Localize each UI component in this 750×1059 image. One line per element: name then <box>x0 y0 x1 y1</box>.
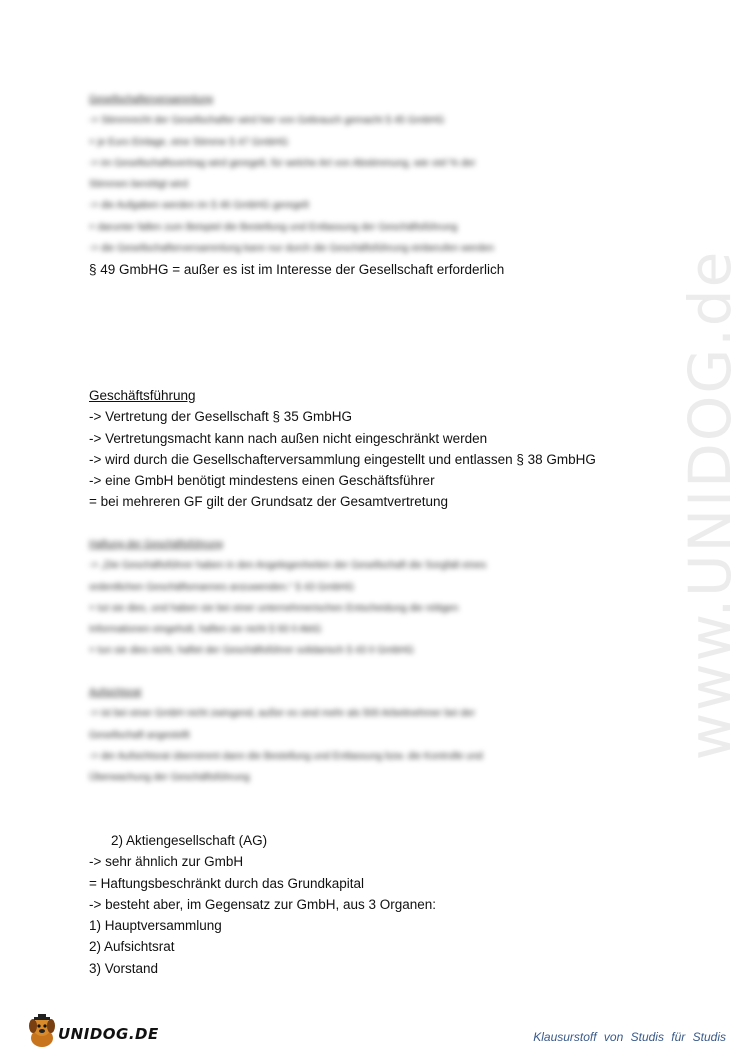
text-line: = tut sie dies, und haben sie bei einer unternehmerischen Entscheidung die nötigen <box>89 602 459 614</box>
text-line: -> im Gesellschaftsvertrag wird geregelt, für welche Art von Abstimmung, wie viel % der <box>89 157 476 169</box>
text-line: = tun sie dies nicht, haftet der Geschäftsführer solidarisch § 43 II GmbHG <box>89 645 414 657</box>
text-line: Stimmen benötigt wird <box>89 179 188 191</box>
text-line: = Haftungsbeschränkt durch das Grundkapital <box>89 875 365 891</box>
text-line: -> ist bei einer GmbH nicht zwingend, außer es sind mehr als 500 Arbeitnehmer bei der <box>89 708 476 720</box>
text-line: -> eine GmbH benötigt mindestens einen Geschäftsführer <box>89 473 435 489</box>
text-line: -> besteht aber, im Gegensatz zur GmbH, aus 3 Organen: <box>89 896 437 912</box>
text-line: 1) Hauptversammlung <box>89 918 222 934</box>
dog-icon <box>22 1011 62 1051</box>
text-line: -> die Gesellschafterversammlung kann nur durch die Geschäftsführung einberufen werden <box>89 243 494 255</box>
text-line: -> Stimmrecht der Gesellschafter wird hier von Gebrauch gemacht § 45 GmbHG <box>89 115 445 127</box>
section-haftung <box>89 534 649 662</box>
text-line: -> Vertretungsmacht kann nach außen nicht eingeschränkt werden <box>89 430 488 446</box>
section-heading: Geschäftsführung <box>89 388 196 403</box>
text-line: Gesellschaft angestellt <box>89 729 190 741</box>
section-geschaeftsfuehrung <box>89 385 649 513</box>
text-line: -> wird durch die Gesellschafterversammlung eingestellt und entlassen § 38 GmbHG <box>89 451 596 467</box>
unidog-logo <box>22 1011 162 1051</box>
text-line: 2) Aufsichtsrat <box>89 939 175 955</box>
section-heading: Gesellschafterversammlung <box>89 94 213 105</box>
text-line: 3) Vorstand <box>89 960 159 976</box>
logo-text: UNIDOG.DE <box>58 1025 159 1043</box>
section-gesellschafterversammlung <box>89 89 649 281</box>
section-heading: 2) Aktiengesellschaft (AG) <box>111 833 268 848</box>
text-line: = darunter fallen zum Beispiel die Bestellung und Entlassung der Geschäftsführung <box>89 221 458 233</box>
text-line: -> „Die Geschäftsführer haben in den Angelegenheiten der Gesellschaft die Sorgfalt eines <box>89 560 487 572</box>
text-line: -> der Aufsichtsrat übernimmt dann die Bestellung und Entlassung bzw. die Kontrolle und <box>89 750 483 762</box>
text-line: Überwachung der Geschäftsführung <box>89 772 250 784</box>
text-line: -> sehr ähnlich zur GmbH <box>89 854 244 870</box>
footer-tagline: Klausurstoff von Studis für Studis <box>533 1030 726 1044</box>
text-line: § 49 GmbHG = außer es ist im Interesse der Gesellschaft erforderlich <box>89 262 505 278</box>
watermark-text: www.UNIDOG.de <box>676 249 744 761</box>
text-line: ordentlichen Geschäftsmannes anzuwenden.“ § 43 GmbHG <box>89 581 355 593</box>
section-heading: Aufsichtsrat <box>89 687 142 698</box>
text-line: Informationen eingeholt, haften sie nicht § 93 II AktG <box>89 624 322 636</box>
text-line: = bei mehreren GF gilt der Grundsatz der Gesamtvertretung <box>89 494 449 510</box>
text-line: = je Euro Einlage, eine Stimme § 47 GmbHG <box>89 136 289 148</box>
text-line: -> Vertretung der Gesellschaft § 35 GmbHG <box>89 409 352 425</box>
section-aktiengesellschaft <box>89 830 649 979</box>
section-aufsichtsrat <box>89 682 649 788</box>
text-line: -> die Aufgaben werden im § 46 GmbHG geregelt <box>89 200 309 212</box>
section-heading: Haftung der Geschäftsführung <box>89 539 223 550</box>
